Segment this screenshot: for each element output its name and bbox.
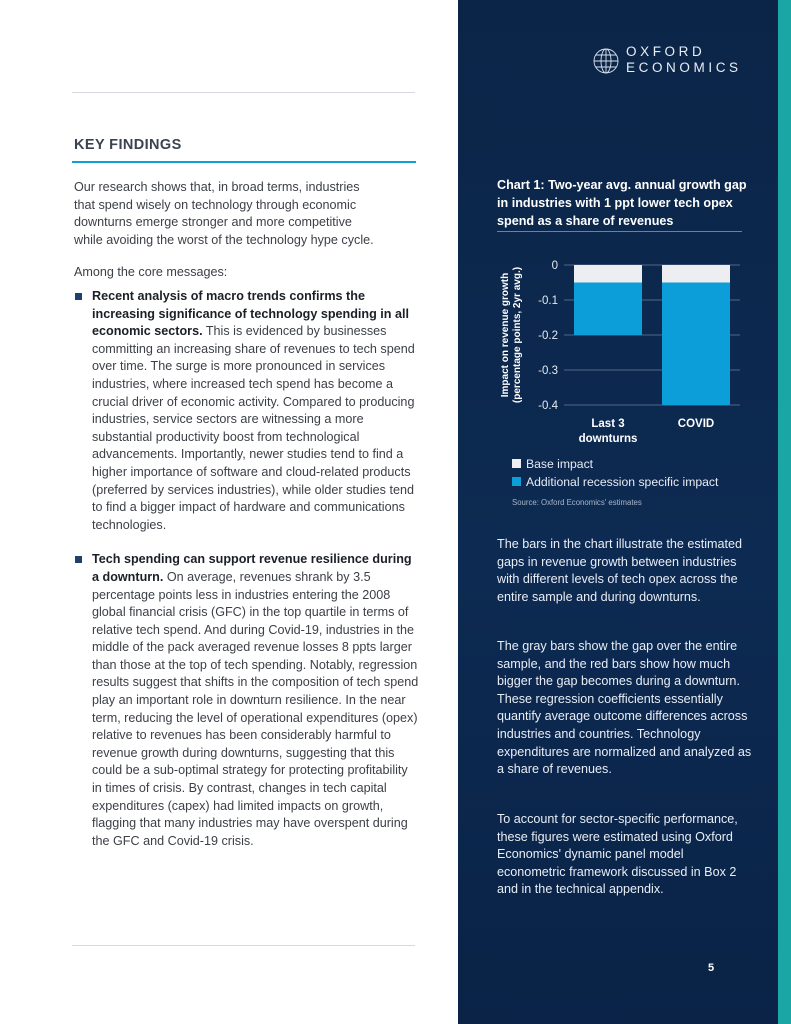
finding-text: This is evidenced by businesses committing an increasing share of revenues to tech spend over time. The surge is more pronounced in services industries, where increased tech spend has become a crucial driver of economic activity. Compared to producing industries, service sectors are witnessing a more substantial productivity boost from technological advancements. Importantly, newer studies tend to find a higher importance of software and cloud-related products (preferred by services industries), while older studies tend to find a bigger impact of hardware and communications technologies. xyxy=(92,324,415,532)
intro-paragraph xyxy=(74,179,419,249)
heading-underline xyxy=(72,161,416,163)
y-axis-title: Impact on revenue growth xyxy=(500,272,511,398)
bullet-square-icon xyxy=(75,556,82,563)
intro-line: that spend wisely on technology through economic xyxy=(74,197,357,212)
y-tick-label: -0.2 xyxy=(538,330,558,342)
legend-label: Base impact xyxy=(526,457,594,471)
x-category-label: downturns xyxy=(578,433,638,445)
bar-base xyxy=(574,265,642,283)
bar-base xyxy=(662,265,730,283)
x-category-label: COVID xyxy=(677,418,715,430)
chart-source: Source: Oxford Economics' estimates xyxy=(512,498,642,507)
finding-item xyxy=(74,551,419,850)
right-paragraph-1: The bars in the chart illustrate the estimated gaps in revenue growth between industries with different levels of tech opex across the entire sample and during downturns. xyxy=(497,537,743,604)
intro-line: while avoiding the worst of the technology hype cycle. xyxy=(74,232,374,247)
brand-wordmark xyxy=(626,44,742,76)
right-paragraph-2: The gray bars show the gap over the entire sample, and the red bars show how much bigger the gap becomes during a downturn. These regression coefficients essentially quantify average outcome differences across industries and countries. Technology expenditures are normalized and analyzed as a share of revenues. xyxy=(497,639,752,777)
intro-line: Our research shows that, in broad terms, industries xyxy=(74,180,360,194)
y-tick-label: -0.1 xyxy=(538,295,558,307)
findings-list xyxy=(74,288,419,867)
finding-item xyxy=(74,288,419,534)
right-paragraph-3: To account for sector-specific performance, these figures were estimated using Oxford Economics' dynamic panel model econometric framework discussed in Box 2 and in the technical appendix. xyxy=(497,812,738,897)
bar-additional xyxy=(662,283,730,406)
top-divider xyxy=(72,92,415,93)
finding-text: On average, revenues shrank by 3.5 percentage points less in industries entering the 2008 global financial crisis (GFC) in the top quartile in terms of relative tech spend. And during Covid-19, industries in the middle of the pack averaged revenue losses 8 ppts larger than those at the top of tech spending. Notably, regression results suggest that shifts in the composition of tech spend play an important role in downturn resilience. In the near term, reducing the level of operational expenditures (opex) relative to revenues has been considerably harmful to revenue growth during downturns, suggesting that this could be a sub-optimal strategy for protecting profitability in times of crisis. By contrast, changes in tech capital expenditures (capex) had limited impacts on growth, flagging that many industries may have overspent during the GFC and Covid-19 crisis. xyxy=(92,569,419,848)
y-tick-label: 0 xyxy=(551,260,558,272)
finding-lead: Recent analysis of macro trends confirms the increasing significance of technology spending in all economic sectors. xyxy=(92,289,409,339)
legend-swatch-icon xyxy=(512,477,521,486)
bar-additional xyxy=(574,283,642,336)
y-tick-label: -0.4 xyxy=(538,400,558,412)
legend-item-base xyxy=(512,455,718,473)
key-findings-heading: KEY FINDINGS xyxy=(74,137,182,153)
brand-line: ECONOMICS xyxy=(626,60,742,75)
chart-title-underline xyxy=(497,231,742,232)
y-axis-subtitle: (percentage points, 2yr avg.) xyxy=(512,266,523,404)
legend-item-additional xyxy=(512,473,718,491)
intro-line: downturns emerge stronger and more competitive xyxy=(74,215,352,230)
teal-edge-stripe xyxy=(778,0,791,1024)
bullet-square-icon xyxy=(75,293,82,300)
legend-label: Additional recession specific impact xyxy=(526,475,719,489)
finding-lead: Tech spending can support revenue resilience during a downturn. xyxy=(92,552,412,584)
page-number: 5 xyxy=(708,962,715,974)
x-category-label: Last 3 xyxy=(591,418,625,430)
brand-line: OXFORD xyxy=(626,44,706,59)
y-tick-label: -0.3 xyxy=(538,365,558,377)
chart-legend xyxy=(512,455,718,491)
chart-title: Chart 1: Two-year avg. annual growth gap in industries with 1 ppt lower tech opex spend as a share of revenues xyxy=(497,178,747,229)
legend-swatch-icon xyxy=(512,459,521,468)
core-messages-label: Among the core messages: xyxy=(74,265,228,279)
bottom-divider xyxy=(72,945,415,946)
